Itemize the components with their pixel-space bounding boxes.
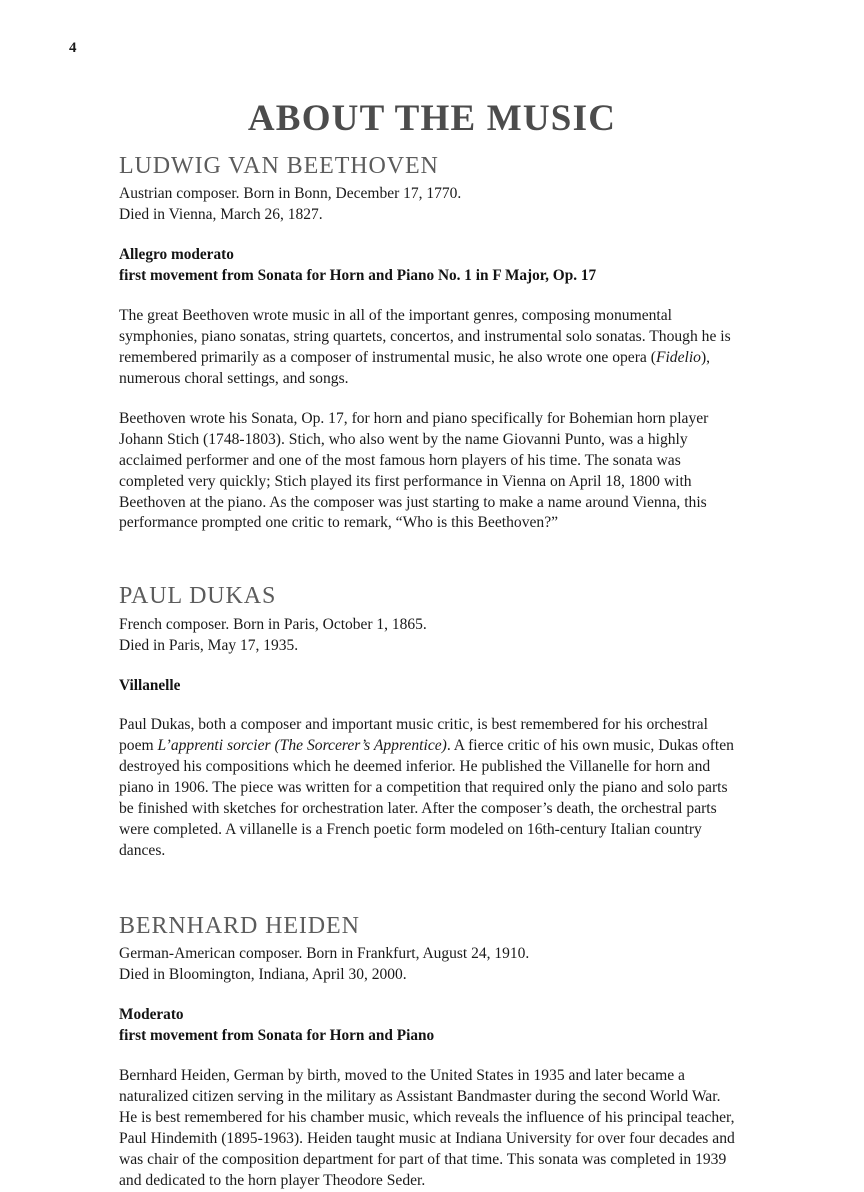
composer-name-heiden: BERNHARD HEIDEN bbox=[119, 913, 360, 940]
composer-birth-line-beethoven: Austrian composer. Born in Bonn, December 17, 1770. bbox=[119, 185, 462, 203]
paragraph-text-part: ), numerous choral settings, and songs. bbox=[119, 348, 711, 387]
section-spacer bbox=[119, 862, 741, 912]
work-block-heiden bbox=[119, 1005, 741, 1047]
page-title: ABOUT THE MUSIC bbox=[247, 97, 617, 139]
paragraph-beethoven-2: Beethoven wrote his Sonata, Op. 17, for horn and piano specifically for Bohemian horn player Johann Stich (1748-1803). Stich, who also went by the name Giovanni Punto, was a highly acclaimed performer and one of the most famous horn players of his time. The sonata was completed very quickly; Stich played its first performance in Vienna on April 18, 1800 with Beethoven at the piano. As the composer was just starting to make a name around Vienna, this performance prompted one critic to remark, “Who is this Beethoven?” bbox=[119, 409, 709, 532]
paragraph-text-part: The great Beethoven wrote music in all of the important genres, composing monumental symphonies, piano sonatas, string quartets, concertos, and instrumental solo sonatas. Though he is remembered primarily as a composer of instrumental music, he also wrote one opera ( bbox=[119, 306, 731, 366]
section-dukas bbox=[119, 582, 741, 862]
composer-death-line-dukas: Died in Paris, May 17, 1935. bbox=[119, 636, 299, 654]
work-block-beethoven bbox=[119, 245, 741, 287]
paragraph-heiden-1: Bernhard Heiden, German by birth, moved to the United States in 1935 and later became a naturalized citizen serving in the military as Assistant Bandmaster during the second World War. He is best remembered for his chamber music, which reveals the influence of his principal teacher, Paul Hindemith (1895-1963). Heiden taught music at Indiana University for over four decades and was chair of the composition department for part of that time. This sonata was completed in 1939 and dedicated to the horn player Theodore Seder. bbox=[119, 1066, 735, 1189]
section-beethoven bbox=[119, 152, 741, 534]
composer-death-line-beethoven: Died in Vienna, March 26, 1827. bbox=[119, 206, 323, 224]
work-title-beethoven: first movement from Sonata for Horn and Piano No. 1 in F Major, Op. 17 bbox=[119, 266, 597, 284]
composer-name-dukas: PAUL DUKAS bbox=[119, 583, 277, 610]
composer-death-line-heiden: Died in Bloomington, Indiana, April 30, 2000. bbox=[119, 966, 407, 984]
italic-work-title-fidelio: Fidelio bbox=[655, 348, 701, 366]
work-tempo-heiden: Moderato bbox=[119, 1006, 184, 1024]
composer-birth-line-dukas: French composer. Born in Paris, October 1, 1865. bbox=[119, 615, 427, 633]
paragraph-text-part: . A fierce critic of his own music, Dukas often destroyed his compositions which he deemed inferior. He published the Villanelle for horn and piano in 1906. The piece was written for a competition that required only the piano and solo parts be finished with sketches for orchestration later. After the composer’s death, the orchestral parts were completed. A villanelle is a French poetic form modeled on 16th-century Italian country dances. bbox=[119, 737, 734, 860]
page-number: 4 bbox=[69, 40, 77, 56]
italic-work-title-apprenti-sorcier: L’apprenti sorcier (The Sorcerer’s Apprentice) bbox=[157, 737, 447, 755]
work-tempo-beethoven: Allegro moderato bbox=[119, 246, 234, 264]
section-spacer bbox=[119, 534, 741, 582]
paragraph-beethoven-1 bbox=[119, 306, 741, 390]
section-heiden bbox=[119, 912, 741, 1192]
document-content bbox=[119, 152, 741, 1192]
work-title-heiden: first movement from Sonata for Horn and Piano bbox=[119, 1027, 435, 1045]
paragraph-text-part: Paul Dukas, both a composer and important music critic, is best remembered for his orchestral poem bbox=[119, 716, 708, 755]
composer-birth-line-heiden: German-American composer. Born in Frankfurt, August 24, 1910. bbox=[119, 945, 530, 963]
paragraph-dukas-1 bbox=[119, 715, 741, 862]
work-title-dukas: Villanelle bbox=[119, 676, 181, 694]
work-block-dukas bbox=[119, 676, 741, 697]
composer-name-beethoven: LUDWIG VAN BEETHOVEN bbox=[119, 153, 439, 179]
